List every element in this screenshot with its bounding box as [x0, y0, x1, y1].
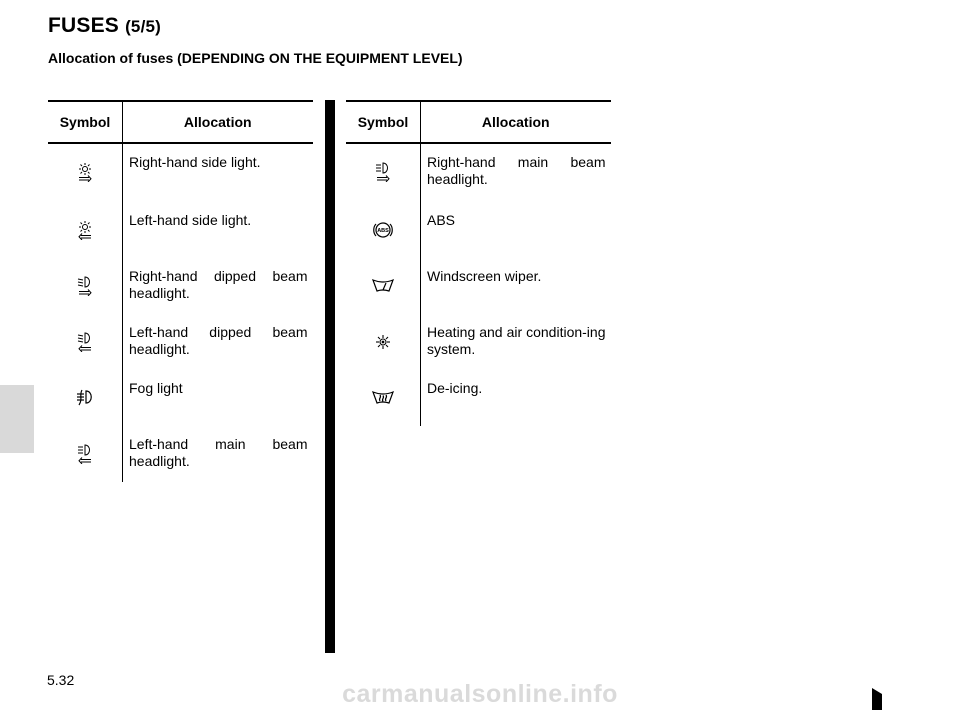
- left-main-beam-icon: [76, 444, 94, 464]
- windscreen-wiper-icon: [371, 276, 395, 296]
- fog-light-icon: [74, 388, 96, 408]
- allocation-text: Left-hand main beam headlight.: [129, 436, 308, 469]
- allocation-column-header: Allocation: [421, 101, 611, 143]
- table-row: [48, 426, 313, 482]
- right-dipped-beam-icon: [76, 276, 94, 296]
- allocation-text: Right-hand main beam headlight.: [427, 154, 606, 187]
- allocation-text: Right-hand side light.: [129, 154, 261, 170]
- page-part-indicator: (5/5): [125, 17, 162, 36]
- allocation-text: Windscreen wiper.: [427, 268, 542, 284]
- table-row: [346, 202, 611, 258]
- fuse-table-left: [48, 100, 313, 482]
- table-row: [48, 370, 313, 426]
- table-row: [48, 314, 313, 370]
- page-number: 5.32: [47, 672, 75, 688]
- allocation-text: Fog light: [129, 380, 183, 396]
- watermark-text: carmanualsonline.info: [342, 680, 618, 708]
- table-row: [48, 258, 313, 314]
- abs-icon-label: ABS: [377, 228, 389, 234]
- de-icing-icon: [371, 388, 395, 408]
- table-header-row: [346, 101, 611, 143]
- page-subtitle: Allocation of fuses (DEPENDING ON THE EQUIPMENT LEVEL): [48, 50, 463, 66]
- left-side-light-icon: [76, 220, 94, 240]
- allocation-text: De-icing.: [427, 380, 483, 396]
- symbol-column-header: Symbol: [48, 101, 123, 143]
- allocation-column-header: Allocation: [123, 101, 313, 143]
- symbol-column-header: Symbol: [346, 101, 421, 143]
- abs-icon: [372, 220, 394, 240]
- right-side-light-icon: [76, 162, 94, 182]
- chapter-tab-marker: [0, 385, 34, 453]
- table-row: [48, 202, 313, 258]
- table-row: [346, 370, 611, 426]
- fuse-table-right: [346, 100, 611, 426]
- heating-air-conditioning-icon: [374, 332, 392, 352]
- table-row: [48, 143, 313, 202]
- page-title: [48, 14, 161, 38]
- allocation-text: Left-hand dipped beam headlight.: [129, 324, 308, 357]
- left-dipped-beam-icon: [76, 332, 94, 352]
- table-row: [346, 258, 611, 314]
- table-row: [346, 314, 611, 370]
- column-divider: [325, 100, 335, 653]
- page-title-text: FUSES: [48, 14, 120, 37]
- allocation-text: ABS: [427, 212, 456, 228]
- table-row: [346, 143, 611, 202]
- table-header-row: [48, 101, 313, 143]
- right-main-beam-icon: [374, 162, 392, 182]
- allocation-text: Right-hand dipped beam headlight.: [129, 268, 308, 301]
- allocation-text: Left-hand side light.: [129, 212, 252, 228]
- allocation-text: Heating and air condition-ing system.: [427, 324, 606, 357]
